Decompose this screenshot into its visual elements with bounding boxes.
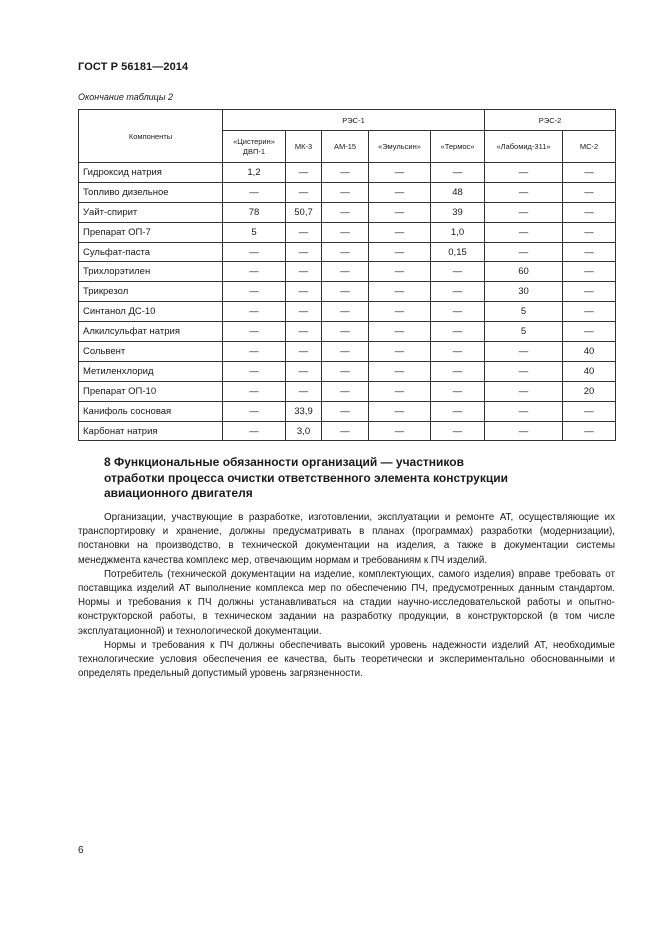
row-value-cell: — (322, 421, 369, 441)
row-value-cell: — (431, 262, 485, 282)
row-value-cell: — (431, 401, 485, 421)
subheader-cell: «Цистерин» ДВП-1 (223, 131, 286, 163)
paragraph: Организации, участвующие в разработке, изготовлении, эксплуатации и ремонте АТ, осуществляющие их транспортировку и хранение, должны предусматривать в планах (программах) разработки (модернизации), постановки на производство, в технической документации на изделия, а также в документации системы менеджмента качества комплекс мер, отвечающим нормам и требованиям к ПЧ изделий. (78, 512, 615, 566)
row-value-cell: — (286, 182, 322, 202)
row-value-cell: — (322, 342, 369, 362)
header-components: Компоненты (79, 110, 223, 163)
row-value-cell: — (286, 282, 322, 302)
header-group-res1: РЭС-1 (223, 110, 485, 131)
row-value-cell: — (223, 421, 286, 441)
subheader-cell: «Эмульсин» (369, 131, 431, 163)
row-value-cell: — (431, 163, 485, 183)
document-header: ГОСТ Р 56181—2014 (78, 61, 189, 73)
row-value-cell: — (431, 342, 485, 362)
row-value-cell: — (369, 302, 431, 322)
row-value-cell: — (322, 282, 369, 302)
row-value-cell: — (322, 242, 369, 262)
row-value-cell: 50,7 (286, 202, 322, 222)
table-row (79, 222, 616, 242)
row-value-cell: 1,0 (431, 222, 485, 242)
section-title: 8 Функциональные обязанности организаций — участников отработки процесса очистки ответственного элемента конструкции авиационного двигателя (104, 455, 508, 500)
row-value-cell: — (322, 262, 369, 282)
row-value-cell: — (431, 361, 485, 381)
row-value-cell: — (286, 302, 322, 322)
row-value-cell: — (431, 381, 485, 401)
row-value-cell: — (322, 361, 369, 381)
row-value-cell: — (223, 342, 286, 362)
row-value-cell: — (563, 202, 616, 222)
table-row (79, 361, 616, 381)
row-value-cell: — (431, 421, 485, 441)
row-value-cell: 48 (431, 182, 485, 202)
row-value-cell: — (563, 163, 616, 183)
row-value-cell: — (223, 262, 286, 282)
row-value-cell: — (286, 342, 322, 362)
subheader-cell: «Лабомид-311» (485, 131, 563, 163)
row-value-cell: — (223, 282, 286, 302)
row-value-cell: — (369, 322, 431, 342)
row-value-cell: — (369, 361, 431, 381)
row-value-cell: — (485, 242, 563, 262)
row-value-cell: — (485, 202, 563, 222)
row-value-cell: — (369, 202, 431, 222)
row-value-cell: — (322, 163, 369, 183)
row-value-cell: — (322, 322, 369, 342)
row-value-cell: — (369, 163, 431, 183)
row-value-cell: — (485, 381, 563, 401)
table-row (79, 163, 616, 183)
row-value-cell: — (563, 282, 616, 302)
row-value-cell: 5 (485, 302, 563, 322)
table-row (79, 302, 616, 322)
row-value-cell: 60 (485, 262, 563, 282)
row-value-cell: — (431, 282, 485, 302)
row-value-cell: — (322, 222, 369, 242)
components-table (78, 109, 616, 441)
row-value-cell: — (563, 401, 616, 421)
table-row (79, 282, 616, 302)
row-component-name: Канифоль сосновая (79, 401, 223, 421)
row-value-cell: — (286, 361, 322, 381)
page-number: 6 (78, 845, 84, 856)
row-component-name: Синтанол ДС-10 (79, 302, 223, 322)
row-value-cell: — (431, 302, 485, 322)
row-value-cell: 5 (485, 322, 563, 342)
row-value-cell: — (369, 182, 431, 202)
row-value-cell: — (223, 401, 286, 421)
row-value-cell: — (322, 302, 369, 322)
row-value-cell: — (223, 242, 286, 262)
table-row (79, 202, 616, 222)
subheader-cell: АМ-15 (322, 131, 369, 163)
row-component-name: Уайт-спирит (79, 202, 223, 222)
header-group-res2: РЭС-2 (485, 110, 616, 131)
row-value-cell: — (286, 262, 322, 282)
row-value-cell: — (485, 222, 563, 242)
row-component-name: Трихлорэтилен (79, 262, 223, 282)
subheader-cell: МК-3 (286, 131, 322, 163)
row-value-cell: 33,9 (286, 401, 322, 421)
row-value-cell: 40 (563, 342, 616, 362)
table-row (79, 322, 616, 342)
row-value-cell: — (223, 302, 286, 322)
row-value-cell: — (369, 222, 431, 242)
row-component-name: Трикрезол (79, 282, 223, 302)
row-value-cell: — (322, 401, 369, 421)
table-row (79, 401, 616, 421)
row-component-name: Гидроксид натрия (79, 163, 223, 183)
row-value-cell: — (223, 361, 286, 381)
subheader-cell: МС-2 (563, 131, 616, 163)
row-value-cell: — (369, 421, 431, 441)
row-value-cell: 30 (485, 282, 563, 302)
row-value-cell: 20 (563, 381, 616, 401)
row-value-cell: — (485, 421, 563, 441)
table-row (79, 381, 616, 401)
row-value-cell: — (286, 242, 322, 262)
row-value-cell: — (286, 381, 322, 401)
row-component-name: Сольвент (79, 342, 223, 362)
row-value-cell: — (223, 381, 286, 401)
row-value-cell: — (369, 401, 431, 421)
row-value-cell: 1,2 (223, 163, 286, 183)
row-value-cell: — (322, 381, 369, 401)
table-row (79, 421, 616, 441)
row-value-cell: — (485, 361, 563, 381)
table-caption: Окончание таблицы 2 (78, 92, 173, 102)
row-value-cell: — (563, 182, 616, 202)
row-value-cell: — (563, 302, 616, 322)
row-value-cell: — (563, 242, 616, 262)
subheader-cell: «Термос» (431, 131, 485, 163)
row-value-cell: — (286, 163, 322, 183)
row-value-cell: — (369, 242, 431, 262)
row-value-cell: — (485, 342, 563, 362)
row-value-cell: 40 (563, 361, 616, 381)
row-component-name: Сульфат-паста (79, 242, 223, 262)
row-value-cell: — (485, 182, 563, 202)
table-row (79, 182, 616, 202)
row-component-name: Карбонат натрия (79, 421, 223, 441)
row-value-cell: — (369, 381, 431, 401)
row-component-name: Алкилсульфат натрия (79, 322, 223, 342)
table-row (79, 342, 616, 362)
row-value-cell: 5 (223, 222, 286, 242)
row-value-cell: — (485, 401, 563, 421)
table-row (79, 262, 616, 282)
row-value-cell: — (563, 222, 616, 242)
row-value-cell: — (563, 421, 616, 441)
row-value-cell: 78 (223, 202, 286, 222)
section-body (78, 511, 615, 681)
row-value-cell: — (369, 282, 431, 302)
row-component-name: Препарат ОП-10 (79, 381, 223, 401)
paragraph: Нормы и требования к ПЧ должны обеспечивать высокий уровень надежности изделий АТ, необходимые технологические условия обеспечения ее качества, быть теоретически и экспериментально обоснованными и определять предельный допустимый уровень загрязненности. (78, 639, 615, 680)
row-value-cell: — (286, 222, 322, 242)
row-value-cell: — (485, 163, 563, 183)
row-value-cell: 0,15 (431, 242, 485, 262)
row-value-cell: — (223, 322, 286, 342)
row-value-cell: — (322, 202, 369, 222)
paragraph: Потребитель (технической документации на изделие, комплектующих, самого изделия) вправе требовать от поставщика изделий АТ выполнение комплекса мер по обеспечению ПЧ, предусмотренных данным стандартом. Нормы и требования к ПЧ должны устанавливаться на стадии научно-исследовательской работы и опытно-конструкторской работы, в техническом задании на разработку продукции, в конструкторской (в том числе эксплуатационной) и технологической документации. (78, 568, 615, 637)
row-value-cell: — (369, 262, 431, 282)
row-component-name: Метиленхлорид (79, 361, 223, 381)
row-value-cell: — (286, 322, 322, 342)
row-value-cell: — (431, 322, 485, 342)
row-value-cell: — (223, 182, 286, 202)
row-value-cell: — (369, 342, 431, 362)
row-component-name: Препарат ОП-7 (79, 222, 223, 242)
row-value-cell: 3,0 (286, 421, 322, 441)
row-value-cell: 39 (431, 202, 485, 222)
row-value-cell: — (322, 182, 369, 202)
table-row (79, 242, 616, 262)
row-component-name: Топливо дизельное (79, 182, 223, 202)
row-value-cell: — (563, 322, 616, 342)
row-value-cell: — (563, 262, 616, 282)
